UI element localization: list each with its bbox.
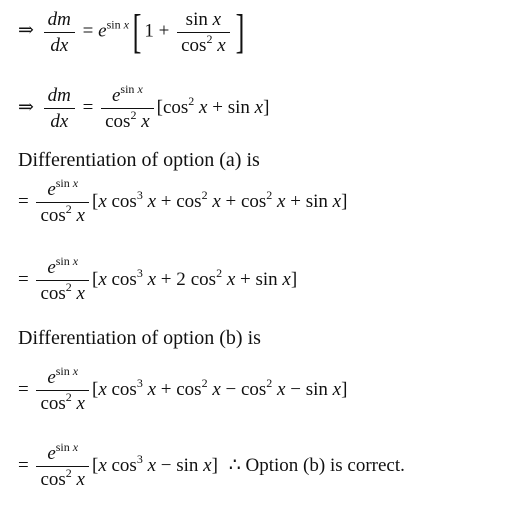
therefore-symbol: ∴ xyxy=(228,454,241,476)
equation-line-4: = $\frac{e^{sin x}}{\cos^2 x}$ [x $\cos^3 x + 2$ $\cos^2 x + \sin x$] xyxy=(18,254,298,304)
equation-line-6: = $\frac{e^{sin x}}{\cos^2 x}$ [x $\cos^3 x - \sin x$] ∴ Option (b) is correct. xyxy=(18,440,405,490)
heading-option-a: Differentiation of option (a) is xyxy=(18,149,260,171)
equation-line-2: ⇒ $\frac{dm}{dx}$ = $\frac{e^{sin x}}{\cos^2 x}$ [$\cos^2$ x + sin x] xyxy=(18,82,270,132)
equation-line-5: = $\frac{e^{sin x}}{\cos^2 x}$ [x $\cos^3 x + \cos^2 x - \cos^2 x - \sin x$] xyxy=(18,364,348,414)
implies-arrow: ⇒ xyxy=(18,20,34,42)
sin-over-cos2-fraction: $\frac{\text{sin x}}{\cos^2 x}$ xyxy=(177,10,230,55)
equation-line-1: ⇒ $\frac{dm}{dx}$ = $e^{sin x}$ [ 1 + $\frac{\text{sin x}}{\cos^2 x}$ ] xyxy=(18,5,245,58)
heading-option-b: Differentiation of option (b) is xyxy=(18,327,261,349)
conclusion-text: Option (b) is correct. xyxy=(245,454,405,476)
derivative-fraction: $\frac{dm}{dx}$ xyxy=(44,10,75,55)
equation-line-3: = $\frac{e^{sin x}}{\cos^2 x}$ [x $\cos^3 x + \cos^2 x + \cos^2 x + \sin x$] xyxy=(18,176,348,226)
